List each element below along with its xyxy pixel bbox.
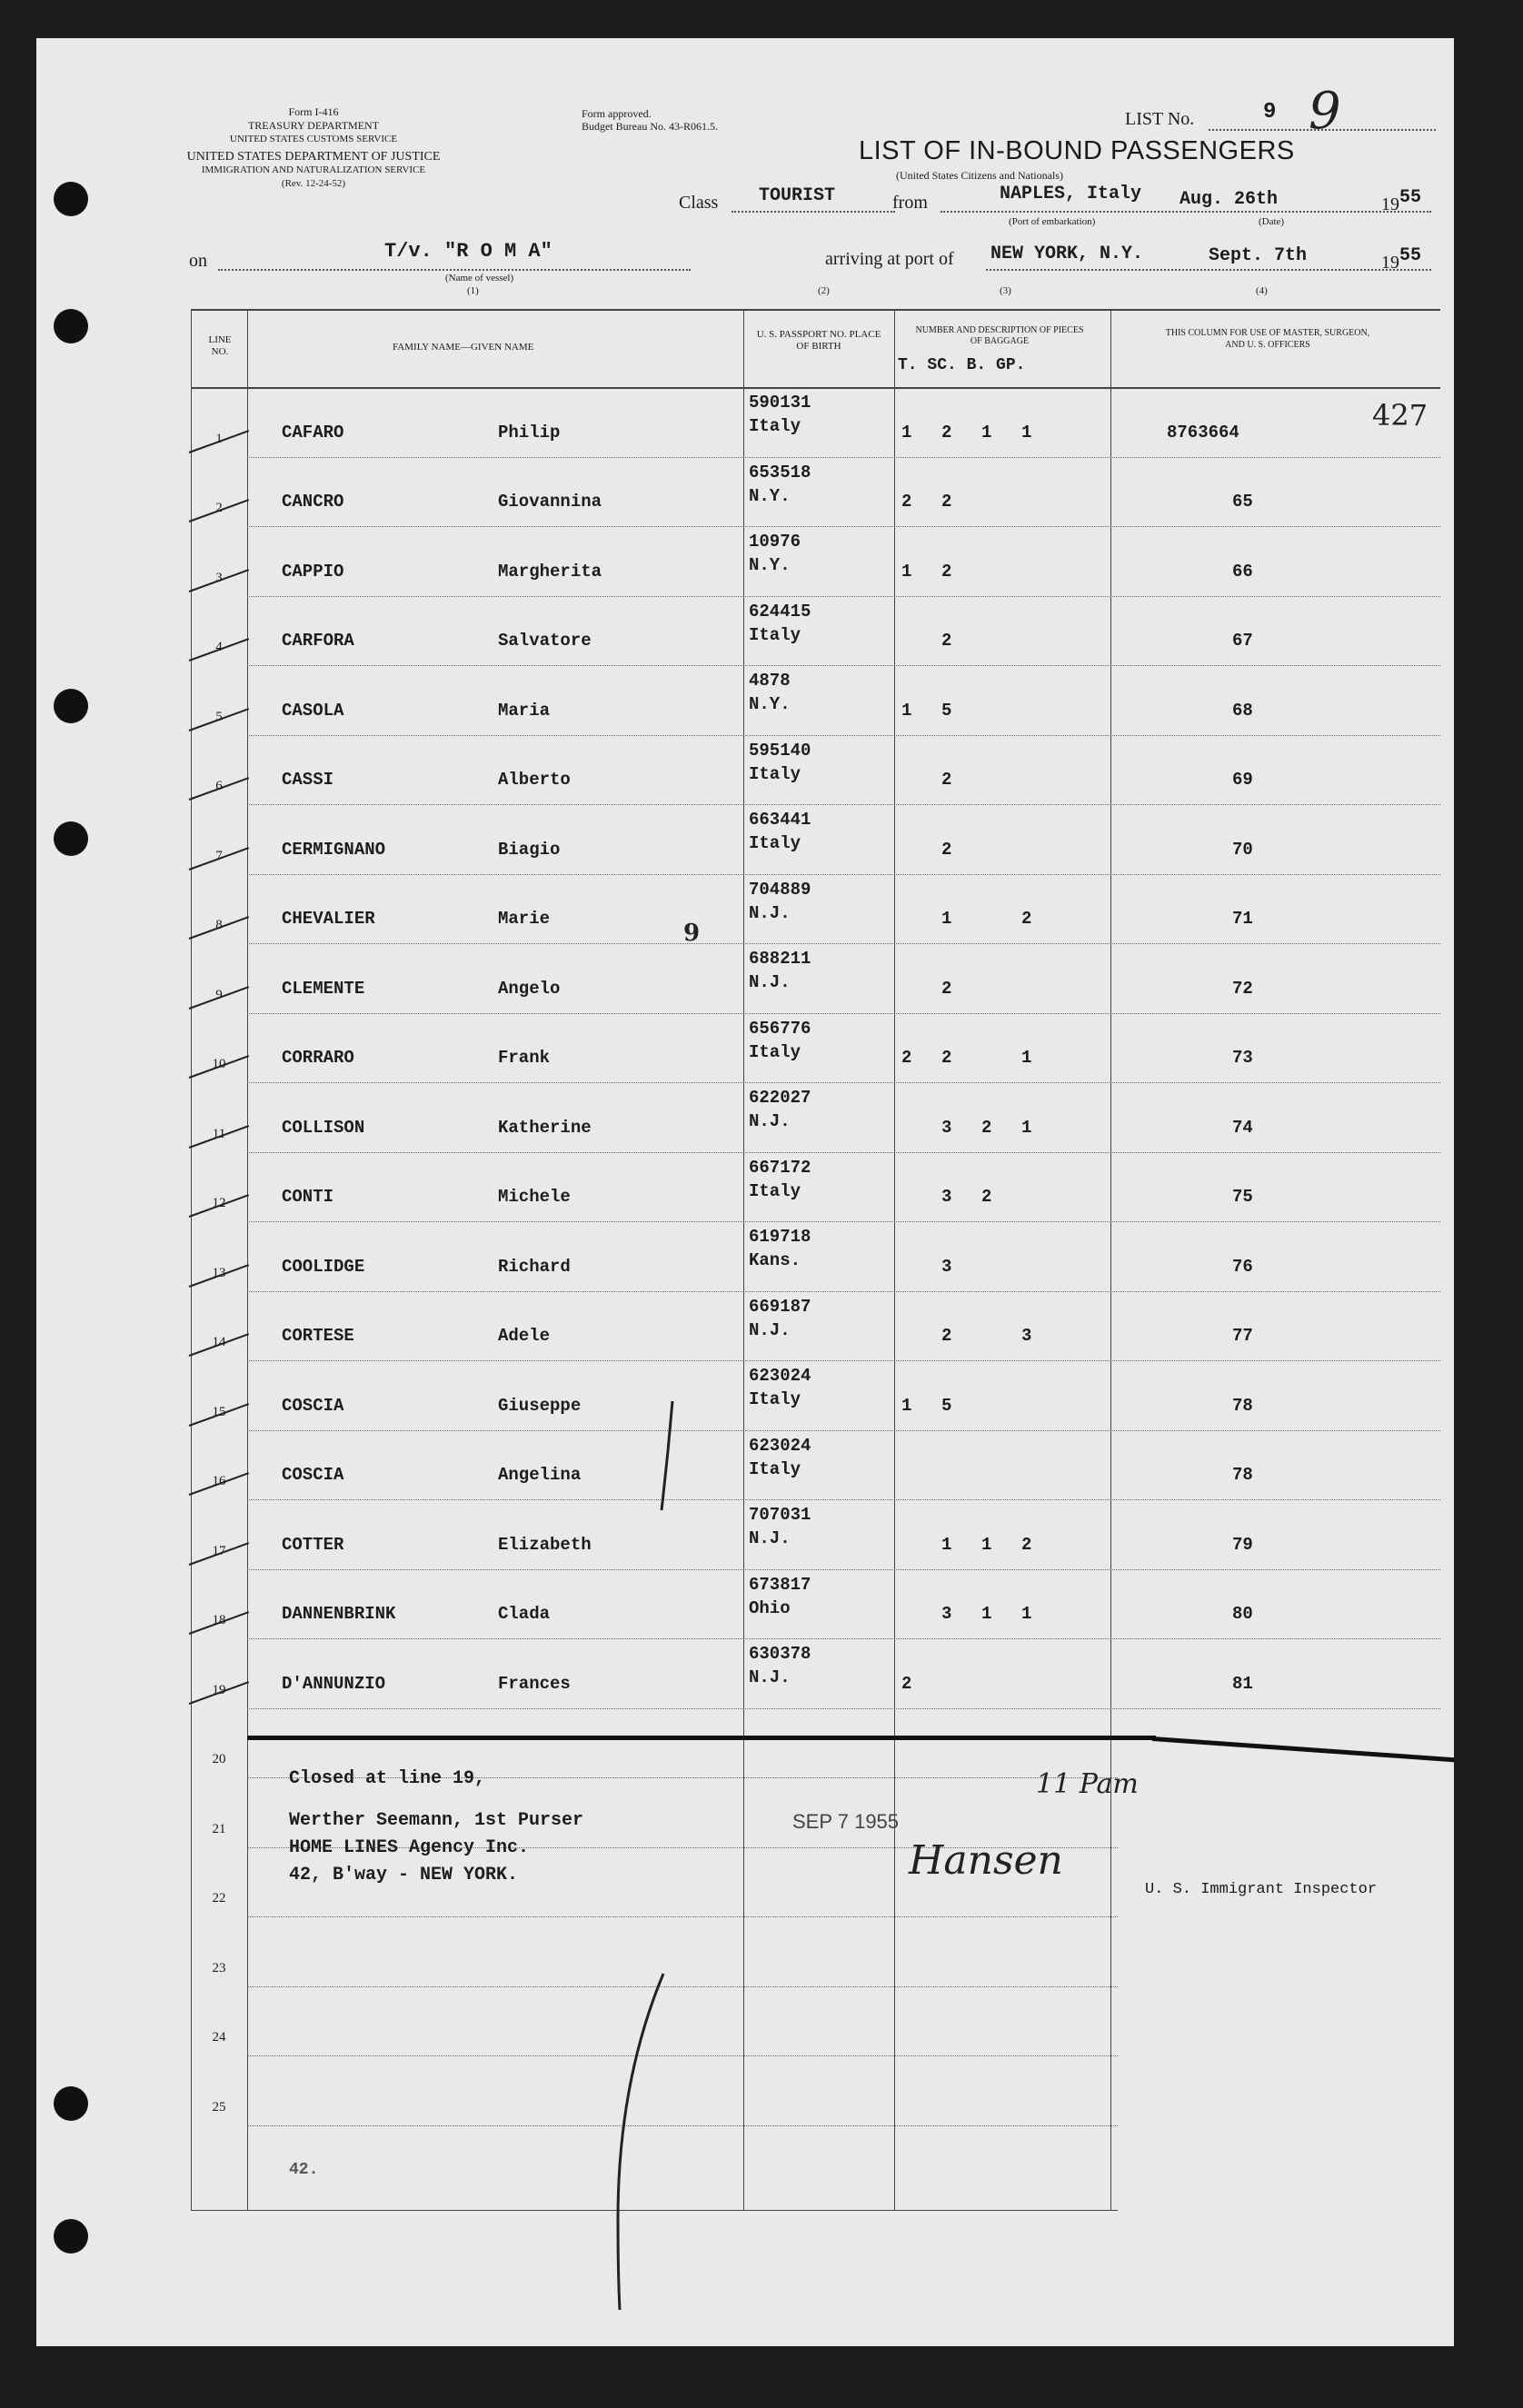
family-name: CANCRO (282, 492, 344, 512)
baggage-count: 2 (941, 422, 952, 443)
given-name: Elizabeth (498, 1534, 592, 1555)
passport-number: 707031 (749, 1505, 811, 1525)
line-number: 24 (212, 2030, 226, 2045)
officer-number: 73 (1232, 1048, 1253, 1068)
place-of-birth: N.J. (749, 1528, 791, 1548)
baggage-count: 1 (901, 422, 912, 443)
place-of-birth: N.Y. (749, 555, 791, 575)
place-of-birth: Italy (749, 833, 801, 853)
col-baggage-codes: T. SC. B. GP. (898, 356, 1026, 374)
family-name: COOLIDGE (282, 1256, 365, 1277)
officer-number: 81 (1232, 1673, 1253, 1694)
given-name: Katherine (498, 1117, 592, 1138)
passport-number: 688211 (749, 949, 811, 969)
line-number: 15 (212, 1404, 226, 1419)
baggage-count: 1 (901, 1395, 912, 1416)
agency-address: 42, B'way - NEW YORK. (289, 1865, 519, 1886)
form-approved: Form approved. (582, 107, 652, 120)
given-name: Philip (498, 422, 561, 443)
baggage-count: 3 (941, 1256, 952, 1277)
line-number: 16 (212, 1474, 226, 1488)
family-name: CONTI (282, 1187, 334, 1207)
officer-number: 80 (1232, 1604, 1253, 1624)
baggage-count: 2 (941, 492, 952, 512)
family-name: CARFORA (282, 631, 354, 651)
place-of-birth: N.J. (749, 1111, 791, 1131)
baggage-count: 1 (1021, 1604, 1032, 1624)
officer-number: 78 (1232, 1465, 1253, 1485)
inspector-initials: 11 Pam (1036, 1768, 1139, 1800)
baggage-count: 1 (901, 700, 912, 721)
extra-number: 42. (289, 2161, 319, 2179)
line-number: 25 (212, 2099, 226, 2114)
officer-number: 8763664 (1167, 422, 1239, 443)
passport-number: 673817 (749, 1574, 811, 1595)
given-name: Angelo (498, 978, 561, 999)
place-of-birth: N.J. (749, 972, 791, 992)
officer-number: 76 (1232, 1256, 1253, 1277)
col-officers: THIS COLUMN FOR USE OF MASTER, SURGEON, AND U. S. OFFICERS (1165, 328, 1370, 350)
given-name: Marie (498, 909, 551, 929)
line-number: 10 (212, 1057, 226, 1071)
officer-number: 78 (1232, 1395, 1253, 1416)
officer-number: 72 (1232, 978, 1253, 999)
family-name: COSCIA (282, 1465, 344, 1485)
manifest-page (36, 38, 1454, 2346)
justice-dept: UNITED STATES DEPARTMENT OF JUSTICE (186, 150, 441, 164)
baggage-count: 1 (941, 909, 952, 929)
baggage-count: 2 (1021, 909, 1032, 929)
given-name: Adele (498, 1326, 551, 1346)
given-name: Biagio (498, 839, 561, 860)
baggage-count: 2 (941, 561, 952, 582)
arriving-label: arriving at port of (825, 249, 954, 269)
year-prefix-2: 19 (1381, 253, 1399, 273)
officer-number: 65 (1232, 492, 1253, 512)
caption-2: (2) (818, 285, 830, 296)
caption-1: (1) (467, 285, 479, 296)
officer-number: 67 (1232, 631, 1253, 651)
passport-number: 663441 (749, 810, 811, 830)
given-name: Richard (498, 1256, 571, 1277)
baggage-count: 2 (981, 1117, 992, 1138)
officer-number: 74 (1232, 1117, 1253, 1138)
col-name: FAMILY NAME—GIVEN NAME (393, 342, 534, 353)
line-number: 3 (215, 570, 223, 585)
class-value: TOURIST (759, 185, 836, 206)
passport-number: 595140 (749, 740, 811, 761)
family-name: COSCIA (282, 1395, 344, 1416)
given-name: Frank (498, 1048, 551, 1068)
baggage-count: 1 (941, 1534, 952, 1555)
given-name: Giuseppe (498, 1395, 582, 1416)
page-subtitle: (United States Citizens and Nationals) (896, 169, 1063, 182)
form-number: Form I-416 (288, 105, 339, 118)
line-number: 22 (212, 1891, 226, 1906)
place-of-birth: Italy (749, 1041, 801, 1062)
place-of-birth: Italy (749, 763, 801, 784)
baggage-count: 2 (901, 1673, 912, 1694)
family-name: CHEVALIER (282, 909, 375, 929)
family-name: COTTER (282, 1534, 344, 1555)
baggage-count: 1 (901, 561, 912, 582)
baggage-count: 1 (981, 422, 992, 443)
baggage-count: 2 (901, 1048, 912, 1068)
inspector-signature: Hansen (909, 1837, 1063, 1884)
baggage-count: 5 (941, 700, 952, 721)
col-line-no: LINE NO. (208, 334, 232, 357)
family-name: CORRARO (282, 1048, 354, 1068)
officer-mark: 9 (683, 920, 701, 947)
place-of-birth: N.J. (749, 1667, 791, 1687)
year-prefix: 19 (1381, 194, 1399, 214)
pen-strokes (36, 38, 1454, 2346)
passport-number: 623024 (749, 1366, 811, 1386)
list-no-label: LIST No. (1125, 109, 1195, 129)
passport-number: 669187 (749, 1296, 811, 1317)
line-number: 6 (215, 779, 223, 793)
line-number: 18 (212, 1613, 226, 1627)
family-name: CASOLA (282, 700, 344, 721)
place-of-birth: Italy (749, 1180, 801, 1201)
baggage-count: 2 (941, 1326, 952, 1346)
embark-caption: (Port of embarkation) (1009, 216, 1096, 227)
passport-number: 4878 (749, 671, 791, 691)
baggage-count: 1 (1021, 1048, 1032, 1068)
baggage-count: 2 (941, 839, 952, 860)
officer-number: 70 (1232, 839, 1253, 860)
place-of-birth: Italy (749, 1389, 801, 1409)
page-title: LIST OF IN-BOUND PASSENGERS (859, 136, 1295, 165)
place-of-birth: Italy (749, 1458, 801, 1479)
caption-4: (4) (1256, 285, 1268, 296)
vessel-caption: (Name of vessel) (445, 273, 514, 284)
baggage-count: 2 (941, 978, 952, 999)
treasury-dept: TREASURY DEPARTMENT (247, 119, 380, 132)
place-of-birth: Italy (749, 416, 801, 436)
margin-note: 427 (1372, 398, 1428, 433)
passport-number: 622027 (749, 1088, 811, 1108)
customs-service: UNITED STATES CUSTOMS SERVICE (229, 134, 398, 144)
family-name: CLEMENTE (282, 978, 365, 999)
date-stamp: SEP 7 1955 (792, 1810, 900, 1833)
revision: (Rev. 12-24-52) (281, 178, 346, 189)
given-name: Angelina (498, 1465, 582, 1485)
list-no-handwritten: 9 (1309, 82, 1341, 141)
officer-number: 79 (1232, 1534, 1253, 1555)
given-name: Michele (498, 1187, 571, 1207)
col-passport: U. S. PASSPORT NO. PLACE OF BIRTH (756, 329, 881, 352)
caption-3: (3) (1000, 285, 1011, 296)
baggage-count: 2 (981, 1187, 992, 1207)
line-number: 2 (215, 501, 223, 515)
family-name: CAFARO (282, 422, 344, 443)
baggage-count: 2 (1021, 1534, 1032, 1555)
baggage-count: 1 (1021, 422, 1032, 443)
baggage-count: 3 (941, 1187, 952, 1207)
baggage-count: 3 (1021, 1326, 1032, 1346)
baggage-count: 3 (941, 1117, 952, 1138)
passport-number: 653518 (749, 462, 811, 483)
line-number: 14 (212, 1335, 226, 1349)
line-number: 21 (212, 1821, 226, 1836)
line-number: 13 (212, 1265, 226, 1280)
passport-number: 656776 (749, 1018, 811, 1039)
inspector-label: U. S. Immigrant Inspector (1145, 1881, 1378, 1898)
passport-number: 630378 (749, 1644, 811, 1664)
baggage-count: 1 (1021, 1117, 1032, 1138)
officer-number: 77 (1232, 1326, 1253, 1346)
purser-signature: Werther Seemann, 1st Purser (289, 1810, 584, 1831)
given-name: Salvatore (498, 631, 592, 651)
line-number: 1 (215, 431, 223, 446)
line-number: 23 (212, 1960, 226, 1975)
from-label: from (892, 193, 928, 213)
place-of-birth: N.J. (749, 1319, 791, 1340)
passport-number: 619718 (749, 1227, 811, 1247)
baggage-count: 2 (941, 770, 952, 790)
class-label: Class (679, 193, 719, 213)
place-of-birth: N.J. (749, 902, 791, 923)
line-number: 8 (215, 918, 223, 932)
given-name: Margherita (498, 561, 602, 582)
given-name: Frances (498, 1673, 571, 1694)
baggage-count: 3 (941, 1604, 952, 1624)
baggage-count: 2 (901, 492, 912, 512)
passport-number: 667172 (749, 1157, 811, 1178)
on-label: on (189, 251, 207, 271)
ins-label: IMMIGRATION AND NATURALIZATION SERVICE (201, 164, 426, 175)
date-caption: (Date) (1259, 216, 1285, 227)
line-number: 20 (212, 1752, 226, 1766)
given-name: Clada (498, 1604, 551, 1624)
year-value-2: 55 (1399, 245, 1422, 266)
line-number: 17 (212, 1543, 226, 1558)
col-baggage: NUMBER AND DESCRIPTION OF PIECES OF BAGGAGE (915, 325, 1084, 346)
line-number: 7 (215, 848, 223, 863)
family-name: CAPPIO (282, 561, 344, 582)
place-of-birth: N.Y. (749, 694, 791, 714)
family-name: CORTESE (282, 1326, 354, 1346)
baggage-count: 2 (941, 631, 952, 651)
baggage-count: 2 (941, 1048, 952, 1068)
officer-number: 75 (1232, 1187, 1253, 1207)
arrival-port: NEW YORK, N.Y. (990, 244, 1144, 264)
list-no-value: 9 (1263, 100, 1277, 124)
baggage-count: 1 (981, 1534, 992, 1555)
officer-number: 66 (1232, 561, 1253, 582)
line-number: 9 (215, 987, 223, 1002)
officer-number: 71 (1232, 909, 1253, 929)
line-number: 4 (215, 640, 223, 654)
family-name: CERMIGNANO (282, 839, 386, 860)
officer-number: 68 (1232, 700, 1253, 721)
line-number: 11 (212, 1126, 226, 1141)
family-name: COLLISON (282, 1117, 365, 1138)
baggage-count: 5 (941, 1395, 952, 1416)
passport-number: 623024 (749, 1435, 811, 1456)
passport-number: 704889 (749, 879, 811, 900)
budget-bureau: Budget Bureau No. 43-R061.5. (582, 120, 718, 133)
closing-note: Closed at line 19, (289, 1768, 486, 1789)
line-number: 12 (212, 1196, 226, 1210)
place-of-birth: Italy (749, 624, 801, 645)
vessel-name: T/v. "R O M A" (384, 240, 552, 263)
line-number: 19 (212, 1682, 226, 1697)
given-name: Maria (498, 700, 551, 721)
baggage-count: 1 (981, 1604, 992, 1624)
officer-number: 69 (1232, 770, 1253, 790)
place-of-birth: Kans. (749, 1250, 801, 1270)
arrival-date: Sept. 7th (1209, 245, 1308, 266)
place-of-birth: N.Y. (749, 485, 791, 506)
family-name: D'ANNUNZIO (282, 1673, 386, 1694)
from-port: NAPLES, Italy (1000, 184, 1142, 204)
place-of-birth: Ohio (749, 1597, 791, 1618)
given-name: Giovannina (498, 492, 602, 512)
passport-number: 590131 (749, 393, 811, 413)
line-number: 5 (215, 709, 223, 724)
agency-name: HOME LINES Agency Inc. (289, 1837, 530, 1858)
given-name: Alberto (498, 770, 571, 790)
departure-date: Aug. 26th (1180, 189, 1279, 210)
family-name: CASSI (282, 770, 334, 790)
passport-number: 624415 (749, 601, 811, 622)
passport-number: 10976 (749, 532, 801, 552)
year-value: 55 (1399, 187, 1422, 208)
family-name: DANNENBRINK (282, 1604, 396, 1624)
